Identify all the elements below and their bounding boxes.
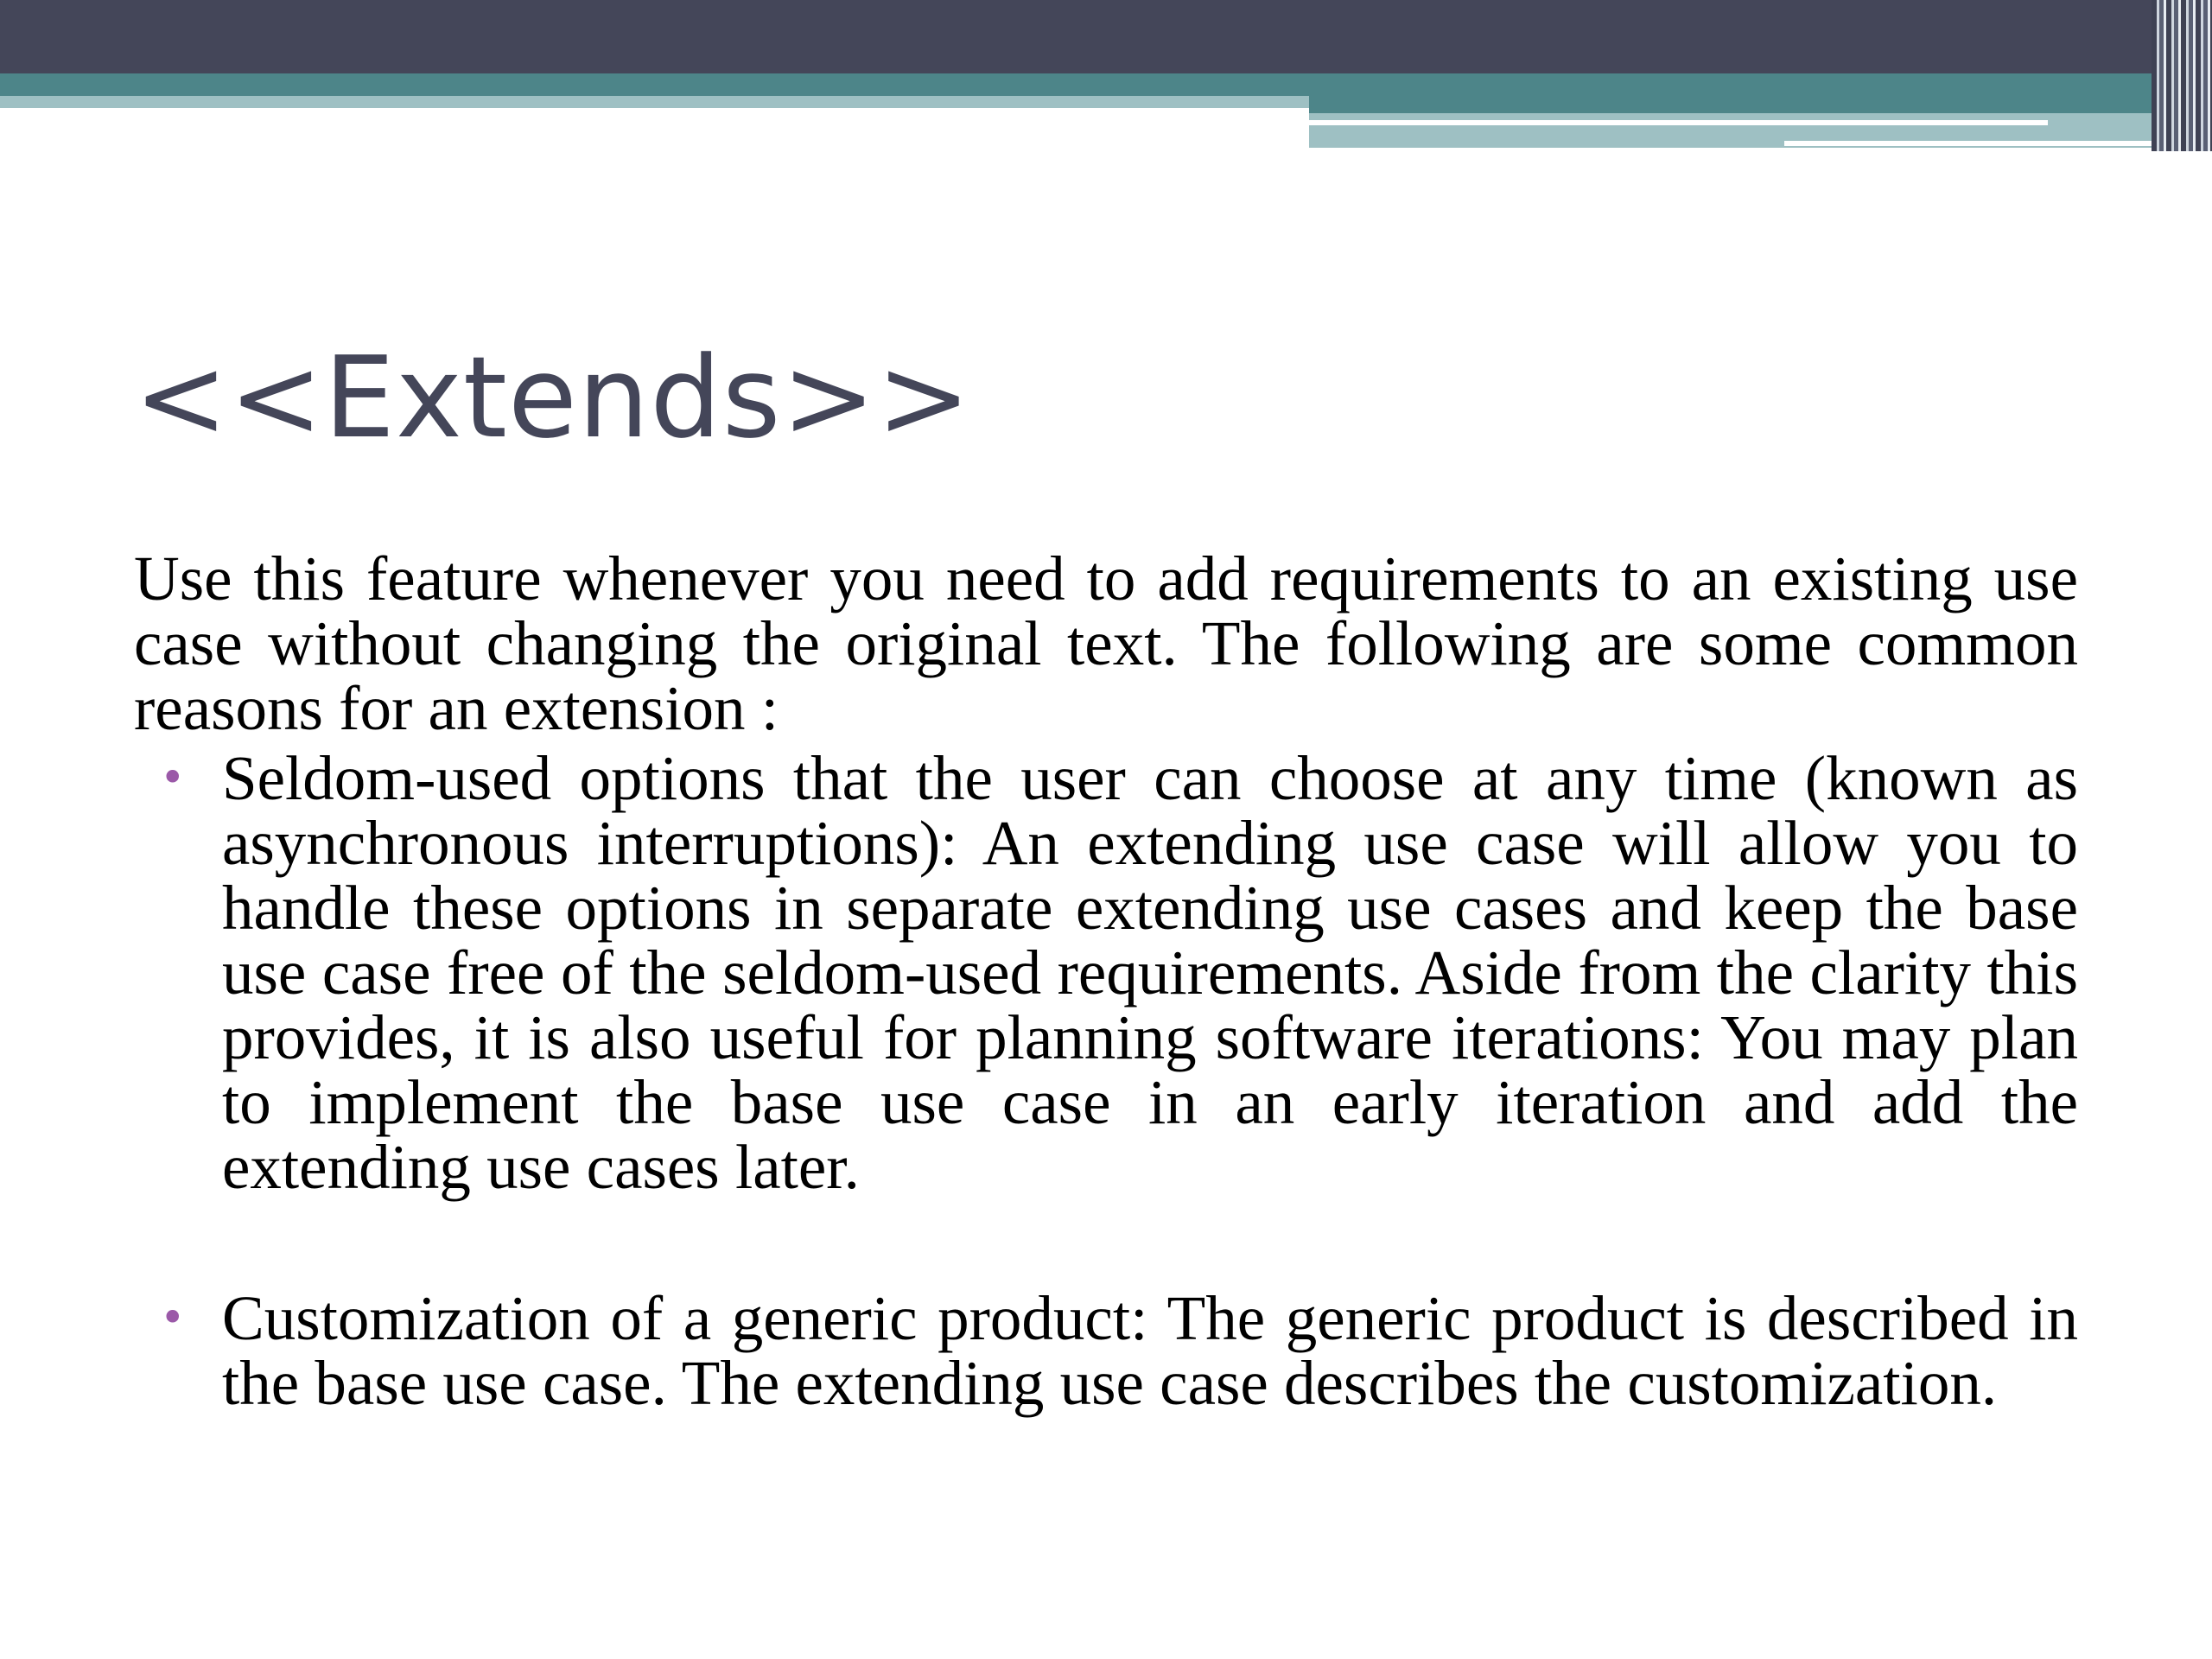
header-stripes	[2152, 0, 2212, 151]
intro-paragraph: Use this feature whenever you need to add requirements to an existing use case without changing the original text. The following are some common reasons for an extension :	[134, 543, 2078, 743]
header-band-light-left	[0, 96, 1309, 108]
bullet-item	[134, 743, 2078, 1202]
bullet-text: Seldom-used options that the user can choose at any time (known as asynchronous interruptions): An extending use case will allow you to handle these options in separate extending use cases and keep the base use case free of the seldom-used requirements. Aside from the clarity this provides, it is also useful for planning software iterations: You may plan to implement the base use case in an early iteration and add the extending use cases later.	[222, 743, 2078, 1202]
bullet-text: Customization of a generic product: The generic product is described in the base use case. The extending use case describes the customization.	[222, 1283, 2078, 1418]
header-accent-line-lower	[1784, 141, 2212, 146]
slide-title: <<Extends>>	[134, 332, 972, 463]
bullet-dot-icon: •	[160, 1293, 186, 1343]
bullet-item	[134, 1283, 2078, 1418]
header-accent-line	[1309, 120, 2048, 125]
header-band-teal	[0, 73, 2212, 96]
header-band-teal-right	[1309, 96, 2212, 113]
header-band-dark	[0, 0, 2212, 73]
bullet-dot-icon: •	[160, 753, 186, 803]
slide-body	[134, 543, 2078, 1418]
bullet-list	[134, 743, 2078, 1418]
